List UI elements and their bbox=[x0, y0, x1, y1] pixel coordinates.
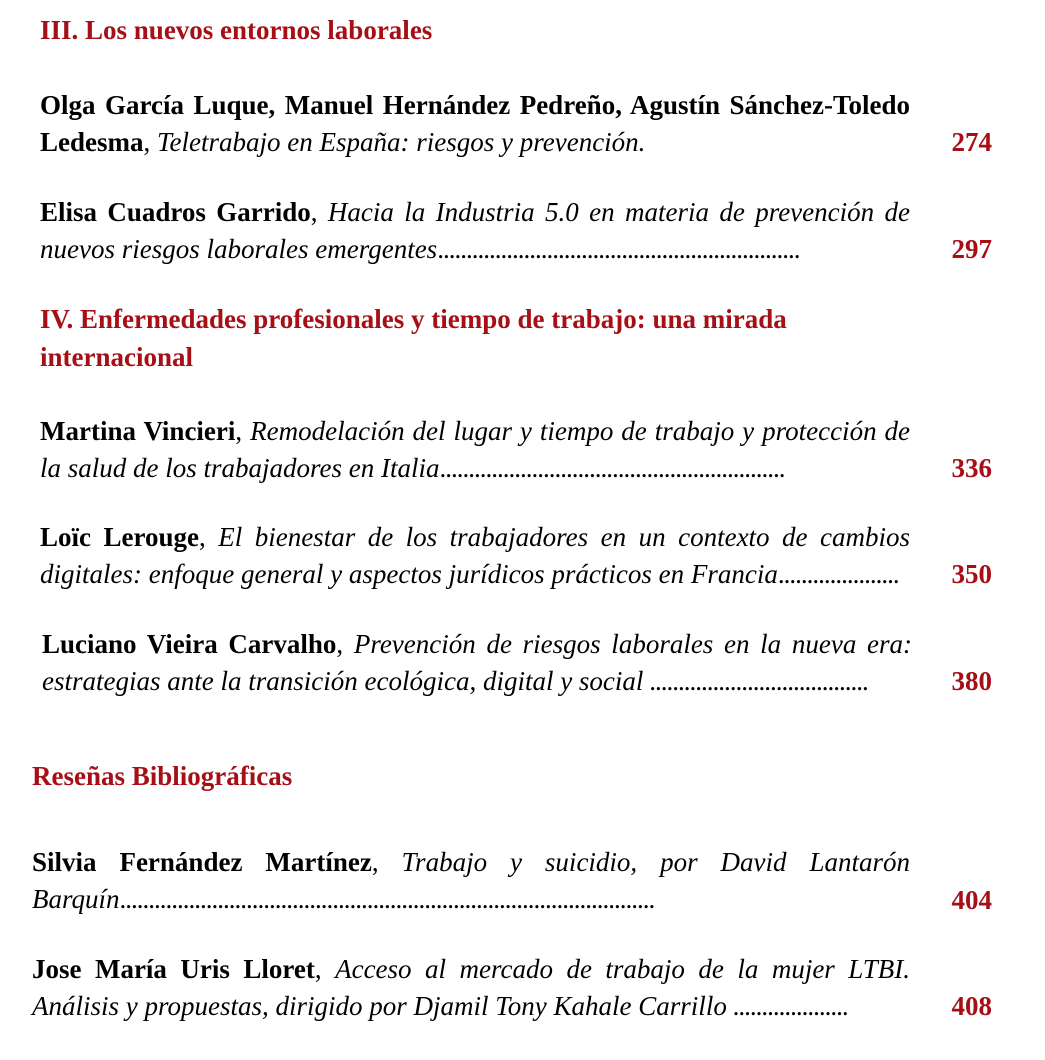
leader-dots: ...................................... bbox=[643, 666, 868, 696]
toc-entry bbox=[32, 951, 910, 1025]
entry-text bbox=[40, 519, 910, 593]
entry-page-number: 274 bbox=[951, 127, 992, 157]
toc-entry bbox=[40, 87, 910, 161]
entry-author: Luciano Vieira Carvalho bbox=[42, 629, 337, 659]
entry-text bbox=[40, 413, 910, 487]
leader-dots: ..................... bbox=[777, 559, 899, 589]
entry-page-number: 350 bbox=[951, 559, 992, 589]
entry-separator: , bbox=[336, 629, 354, 659]
entry-page-number: 404 bbox=[951, 885, 992, 915]
leader-dots: .................... bbox=[726, 991, 848, 1021]
entry-page-number: 336 bbox=[951, 453, 992, 483]
leader-dots: ............................................................... bbox=[437, 234, 800, 264]
entry-title: Prevención de riesgos laborales en la nueva era: estrategias ante la transición ecológica, digital y social bbox=[42, 629, 912, 696]
entry-author: Loïc Lerouge bbox=[40, 522, 199, 552]
entry-separator: , bbox=[314, 954, 336, 984]
entry-author: Olga García Luque, Manuel Hernández Pedreño, Agustín Sánchez-Toledo Ledesma bbox=[40, 90, 910, 157]
entry-author: Silvia Fernández Martínez bbox=[32, 847, 372, 877]
entry-author: Elisa Cuadros Garrido bbox=[40, 197, 311, 227]
leader-dots: ............................................................................................. bbox=[119, 884, 655, 914]
entry-page-number: 297 bbox=[951, 234, 992, 264]
entry-title: Hacia la Industria 5.0 en materia de prevención de nuevos riesgos laborales emergentes bbox=[40, 197, 910, 264]
entry-text bbox=[42, 626, 912, 700]
entry-title: Trabajo y suicidio, por David Lantarón Barquín bbox=[32, 847, 911, 914]
entry-title: Acceso al mercado de trabajo de la mujer LTBI. Análisis y propuestas, dirigido por Djamil Tony Kahale Carrillo bbox=[32, 954, 911, 1021]
toc-entry bbox=[40, 519, 910, 593]
entry-separator: , bbox=[198, 522, 219, 552]
entry-title: El bienestar de los trabajadores en un contexto de cambios digitales: enfoque general y aspectos jurídicos prácticos en Francia bbox=[40, 522, 911, 589]
entry-text bbox=[40, 87, 910, 161]
toc-entry bbox=[40, 194, 910, 268]
entry-author: Martina Vincieri bbox=[40, 416, 236, 446]
entry-text bbox=[32, 844, 910, 918]
entry-separator: , bbox=[371, 847, 402, 877]
entry-page-number: 380 bbox=[951, 666, 992, 696]
toc-entry bbox=[32, 844, 910, 918]
toc-entry bbox=[40, 413, 910, 487]
entry-text bbox=[40, 194, 910, 268]
entry-separator: , bbox=[143, 127, 157, 157]
section-heading: IV. Enfermedades profesionales y tiempo de trabajo: una mirada internacional bbox=[40, 304, 787, 372]
entry-title: Remodelación del lugar y tiempo de trabajo y protección de la salud de los trabajadores en Italia bbox=[40, 416, 910, 483]
toc-entry bbox=[42, 626, 912, 700]
leader-dots: ............................................................ bbox=[439, 453, 785, 483]
entry-title: Teletrabajo en España: riesgos y prevención. bbox=[157, 127, 646, 157]
section-heading: Reseñas Bibliográficas bbox=[32, 761, 293, 791]
entry-author: Jose María Uris Lloret bbox=[32, 954, 315, 984]
section-heading: III. Los nuevos entornos laborales bbox=[40, 15, 433, 45]
entry-separator: , bbox=[310, 197, 328, 227]
entry-separator: , bbox=[235, 416, 251, 446]
entry-text bbox=[32, 951, 910, 1025]
entry-page-number: 408 bbox=[951, 991, 992, 1021]
